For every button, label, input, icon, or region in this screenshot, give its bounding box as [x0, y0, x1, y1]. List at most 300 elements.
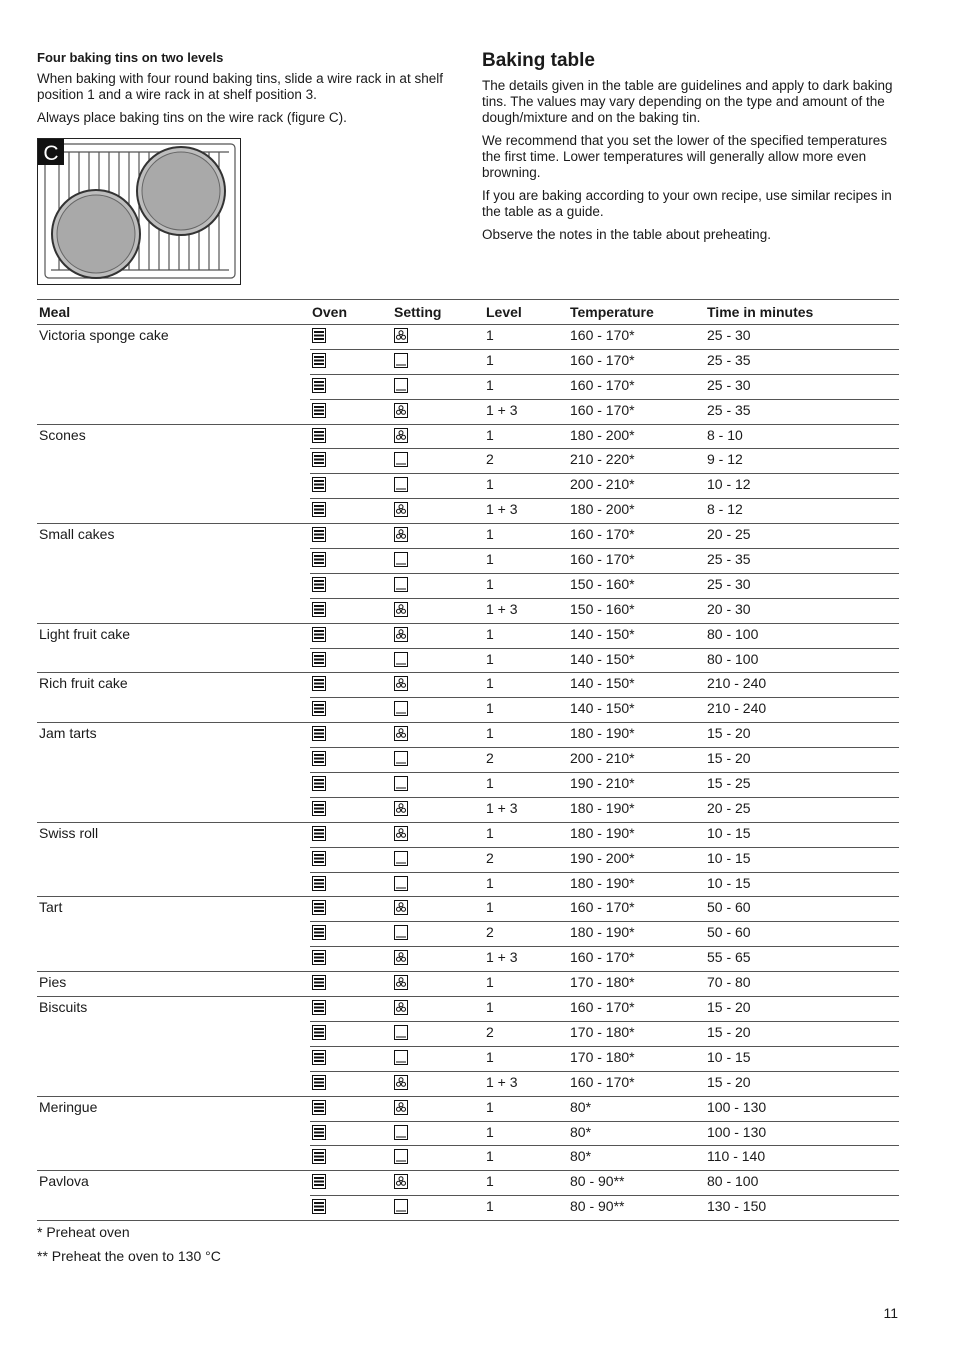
cell-time: 25 - 35: [705, 349, 899, 374]
cell-time: 110 - 140: [705, 1146, 899, 1171]
cell-meal: Pies: [37, 972, 310, 997]
cell-time: 25 - 30: [705, 325, 899, 350]
fan-icon: [394, 1075, 408, 1095]
cell-meal: [37, 449, 310, 474]
top-bottom-heat-icon: [394, 776, 408, 796]
oven-icon: [312, 577, 326, 597]
cell-temperature: 190 - 210*: [568, 773, 705, 798]
table-body: [37, 325, 899, 1221]
cell-setting: [392, 1146, 484, 1171]
table-row: [37, 1021, 899, 1046]
cell-setting: [392, 872, 484, 897]
cell-time: 130 - 150: [705, 1196, 899, 1221]
cell-setting: [392, 723, 484, 748]
cell-level: 1: [484, 648, 568, 673]
cell-meal: Scones: [39, 426, 86, 443]
cell-oven: [310, 648, 392, 673]
cell-time: 15 - 20: [705, 723, 899, 748]
cell-oven: [310, 673, 392, 698]
footnote: ** Preheat the oven to 130 °C: [37, 1248, 221, 1264]
oven-icon: [312, 826, 326, 846]
cell-temperature: 80 - 90**: [568, 1196, 705, 1221]
cell-level: 1 + 3: [484, 947, 568, 972]
cell-oven: [310, 1021, 392, 1046]
table-row: [37, 797, 899, 822]
cell-temperature: 160 - 170*: [568, 947, 705, 972]
cell-meal: [37, 773, 310, 798]
table-row: [37, 1046, 899, 1071]
cell-meal: Rich fruit cake: [39, 675, 128, 692]
paragraph: The details given in the table are guidelines and apply to dark baking tins. The values may vary depending on the type and amount of the dough/mixture and on the baking tin.: [482, 78, 893, 125]
cell-setting: [392, 598, 484, 623]
cell-setting: [392, 773, 484, 798]
cell-oven: [310, 623, 392, 648]
page-number: 11: [883, 1305, 898, 1321]
cell-meal: [37, 549, 310, 574]
cell-level: 1: [484, 623, 568, 648]
cell-time: 8 - 10: [705, 424, 899, 449]
cell-meal: Light fruit cake: [39, 625, 131, 642]
cell-time: 10 - 15: [705, 822, 899, 847]
top-bottom-heat-icon: [394, 925, 408, 945]
fan-icon: [394, 676, 408, 696]
cell-oven: [310, 1146, 392, 1171]
cell-oven: [310, 922, 392, 947]
table-row: [37, 698, 899, 723]
cell-meal: Biscuits: [39, 999, 88, 1016]
table-row: [37, 399, 899, 424]
cell-time: 15 - 20: [705, 1071, 899, 1096]
cell-setting: [392, 474, 484, 499]
cell-temperature: 210 - 220*: [568, 449, 705, 474]
cell-setting: [392, 1121, 484, 1146]
cell-time: 15 - 25: [705, 773, 899, 798]
cell-temperature: 200 - 210*: [568, 748, 705, 773]
table-row: [37, 972, 899, 997]
table-row: [37, 673, 899, 698]
cell-oven: [310, 549, 392, 574]
cell-time: 80 - 100: [705, 623, 899, 648]
cell-setting: [392, 573, 484, 598]
cell-temperature: 180 - 190*: [568, 723, 705, 748]
cell-meal: Small cakes: [39, 526, 115, 543]
cell-temperature: 80*: [568, 1121, 705, 1146]
cell-temperature: 180 - 190*: [568, 797, 705, 822]
cell-meal: [37, 698, 310, 723]
cell-oven: [310, 872, 392, 897]
cell-time: 15 - 20: [705, 748, 899, 773]
cell-setting: [392, 499, 484, 524]
table-row: [37, 997, 899, 1022]
cell-meal: [37, 598, 310, 623]
cell-level: 1: [484, 1171, 568, 1196]
table-row: [37, 773, 899, 798]
left-section: [37, 50, 457, 133]
cell-time: 10 - 12: [705, 474, 899, 499]
cell-setting: [392, 1171, 484, 1196]
cell-temperature: 80*: [568, 1096, 705, 1121]
cell-oven: [310, 399, 392, 424]
cell-oven: [310, 1171, 392, 1196]
cell-level: 1: [484, 374, 568, 399]
cell-level: 1: [484, 897, 568, 922]
cell-temperature: 180 - 190*: [568, 922, 705, 947]
cell-level: 1: [484, 698, 568, 723]
table-row: [37, 524, 899, 549]
cell-temperature: 190 - 200*: [568, 847, 705, 872]
footnotes: [37, 1220, 221, 1268]
cell-level: 1: [484, 773, 568, 798]
cell-oven: [310, 1046, 392, 1071]
fan-icon: [394, 502, 408, 522]
oven-icon: [312, 751, 326, 771]
fan-icon: [394, 975, 408, 995]
table-row: [37, 349, 899, 374]
cell-temperature: 80*: [568, 1146, 705, 1171]
cell-oven: [310, 449, 392, 474]
cell-meal: [37, 1046, 310, 1071]
top-bottom-heat-icon: [394, 751, 408, 771]
oven-icon: [312, 502, 326, 522]
cell-temperature: 180 - 190*: [568, 872, 705, 897]
top-bottom-heat-icon: [394, 851, 408, 871]
cell-setting: [392, 524, 484, 549]
cell-meal: [37, 349, 310, 374]
oven-icon: [312, 950, 326, 970]
cell-time: 20 - 25: [705, 524, 899, 549]
table-row: [37, 424, 899, 449]
cell-time: 80 - 100: [705, 648, 899, 673]
cell-meal: [37, 573, 310, 598]
cell-temperature: 160 - 170*: [568, 897, 705, 922]
cell-time: 50 - 60: [705, 897, 899, 922]
cell-setting: [392, 947, 484, 972]
cell-meal: Victoria sponge cake: [39, 327, 169, 343]
table-row: [37, 1146, 899, 1171]
oven-icon: [312, 925, 326, 945]
cell-meal: [37, 399, 310, 424]
oven-icon: [312, 353, 326, 373]
cell-meal: Meringue: [39, 1098, 98, 1115]
header-temperature: Temperature: [568, 300, 705, 325]
table-row: [37, 872, 899, 897]
cell-temperature: 180 - 190*: [568, 822, 705, 847]
cell-oven: [310, 822, 392, 847]
cell-temperature: 180 - 200*: [568, 499, 705, 524]
cell-oven: [310, 972, 392, 997]
table-row: [37, 499, 899, 524]
cell-temperature: 200 - 210*: [568, 474, 705, 499]
cell-level: 1: [484, 424, 568, 449]
table-row: [37, 1171, 899, 1196]
cell-setting: [392, 449, 484, 474]
cell-setting: [392, 748, 484, 773]
table-row: [37, 1196, 899, 1221]
oven-icon: [312, 527, 326, 547]
table-row: [37, 623, 899, 648]
cell-oven: [310, 748, 392, 773]
oven-icon: [312, 378, 326, 398]
cell-level: 2: [484, 847, 568, 872]
cell-temperature: 150 - 160*: [568, 573, 705, 598]
cell-level: 1: [484, 524, 568, 549]
oven-icon: [312, 801, 326, 821]
top-bottom-heat-icon: [394, 577, 408, 597]
cell-setting: [392, 374, 484, 399]
top-bottom-heat-icon: [394, 477, 408, 497]
cell-setting: [392, 648, 484, 673]
cell-meal: Jam tarts: [39, 725, 97, 742]
cell-setting: [392, 549, 484, 574]
cell-oven: [310, 698, 392, 723]
oven-icon: [312, 1149, 326, 1169]
table-row: [37, 549, 899, 574]
cell-oven: [310, 1196, 392, 1221]
cell-oven: [310, 325, 392, 350]
cell-setting: [392, 1021, 484, 1046]
oven-icon: [312, 1199, 326, 1219]
cell-level: 1: [484, 822, 568, 847]
cell-temperature: 170 - 180*: [568, 1021, 705, 1046]
cell-level: 1: [484, 1096, 568, 1121]
cell-setting: [392, 797, 484, 822]
oven-icon: [312, 1100, 326, 1120]
table-row: [37, 474, 899, 499]
cell-level: 1: [484, 723, 568, 748]
oven-icon: [312, 428, 326, 448]
cell-level: 1: [484, 997, 568, 1022]
cell-time: 80 - 100: [705, 1171, 899, 1196]
wire-rack-illustration: [37, 138, 241, 285]
table-row: [37, 1096, 899, 1121]
oven-icon: [312, 676, 326, 696]
fan-icon: [394, 900, 408, 920]
cell-temperature: 170 - 180*: [568, 972, 705, 997]
cell-time: 10 - 15: [705, 1046, 899, 1071]
cell-meal: [37, 474, 310, 499]
cell-time: 10 - 15: [705, 847, 899, 872]
cell-time: 20 - 30: [705, 598, 899, 623]
fan-icon: [394, 527, 408, 547]
top-bottom-heat-icon: [394, 1125, 408, 1145]
cell-time: 100 - 130: [705, 1121, 899, 1146]
cell-meal: [37, 847, 310, 872]
oven-icon: [312, 477, 326, 497]
oven-icon: [312, 602, 326, 622]
cell-setting: [392, 325, 484, 350]
cell-temperature: 150 - 160*: [568, 598, 705, 623]
cell-setting: [392, 897, 484, 922]
cell-meal: Pavlova: [39, 1173, 89, 1190]
table-row: [37, 947, 899, 972]
oven-icon: [312, 403, 326, 423]
oven-icon: [312, 726, 326, 746]
footnote: * Preheat oven: [37, 1224, 130, 1240]
cell-time: 70 - 80: [705, 972, 899, 997]
cell-time: 25 - 35: [705, 549, 899, 574]
cell-level: 1: [484, 972, 568, 997]
cell-level: 1: [484, 573, 568, 598]
table-row: [37, 598, 899, 623]
oven-icon: [312, 1025, 326, 1045]
page-title: Baking table: [482, 50, 595, 71]
cell-time: 9 - 12: [705, 449, 899, 474]
paragraph: Observe the notes in the table about preheating.: [482, 227, 771, 242]
cell-setting: [392, 623, 484, 648]
cell-oven: [310, 947, 392, 972]
cell-meal: [37, 922, 310, 947]
cell-oven: [310, 723, 392, 748]
cell-temperature: 140 - 150*: [568, 698, 705, 723]
cell-meal: [37, 1071, 310, 1096]
oven-icon: [312, 1050, 326, 1070]
table-row: [37, 648, 899, 673]
oven-icon: [312, 1000, 326, 1020]
cell-level: 1: [484, 1146, 568, 1171]
table-header-row: [37, 300, 899, 325]
right-section: [482, 50, 902, 250]
top-bottom-heat-icon: [394, 1025, 408, 1045]
cell-meal: [37, 499, 310, 524]
table-row: [37, 573, 899, 598]
fan-icon: [394, 950, 408, 970]
table-row: [37, 1071, 899, 1096]
cell-temperature: 170 - 180*: [568, 1046, 705, 1071]
oven-icon: [312, 652, 326, 672]
cell-time: 20 - 25: [705, 797, 899, 822]
table-row: [37, 325, 899, 350]
cell-setting: [392, 972, 484, 997]
cell-level: 1: [484, 325, 568, 350]
cell-setting: [392, 847, 484, 872]
cell-oven: [310, 1071, 392, 1096]
cell-temperature: 160 - 170*: [568, 524, 705, 549]
cell-temperature: 140 - 150*: [568, 673, 705, 698]
cell-meal: [37, 797, 310, 822]
table-row: [37, 1121, 899, 1146]
cell-oven: [310, 797, 392, 822]
table-row: [37, 922, 899, 947]
top-bottom-heat-icon: [394, 1050, 408, 1070]
cell-time: 210 - 240: [705, 673, 899, 698]
cell-temperature: 160 - 170*: [568, 549, 705, 574]
cell-oven: [310, 573, 392, 598]
cell-level: 2: [484, 748, 568, 773]
cell-temperature: 160 - 170*: [568, 399, 705, 424]
fan-icon: [394, 627, 408, 647]
cell-temperature: 140 - 150*: [568, 648, 705, 673]
oven-icon: [312, 900, 326, 920]
cell-level: 2: [484, 449, 568, 474]
cell-level: 1 + 3: [484, 499, 568, 524]
cell-meal: [37, 374, 310, 399]
paragraph: If you are baking according to your own recipe, use similar recipes in the table as a guide.: [482, 188, 892, 219]
header-time: Time in minutes: [705, 300, 899, 325]
cell-meal: [37, 947, 310, 972]
cell-level: 2: [484, 1021, 568, 1046]
fan-icon: [394, 826, 408, 846]
cell-time: 50 - 60: [705, 922, 899, 947]
cell-time: 25 - 35: [705, 399, 899, 424]
cell-level: 1: [484, 673, 568, 698]
cell-meal: [37, 1196, 310, 1221]
cell-level: 1 + 3: [484, 399, 568, 424]
cell-level: 1: [484, 1046, 568, 1071]
cell-temperature: 160 - 170*: [568, 349, 705, 374]
cell-time: 100 - 130: [705, 1096, 899, 1121]
baking-table: [37, 299, 899, 1221]
paragraph: Always place baking tins on the wire rack (figure C).: [37, 110, 347, 125]
cell-level: 1 + 3: [484, 598, 568, 623]
oven-icon: [312, 328, 326, 348]
cell-level: 1: [484, 1121, 568, 1146]
cell-time: 55 - 65: [705, 947, 899, 972]
cell-oven: [310, 424, 392, 449]
cell-oven: [310, 897, 392, 922]
cell-oven: [310, 1096, 392, 1121]
cell-oven: [310, 1121, 392, 1146]
oven-icon: [312, 975, 326, 995]
fan-icon: [394, 801, 408, 821]
cell-meal: [37, 648, 310, 673]
figure-label: C: [43, 142, 59, 165]
cell-level: 1: [484, 474, 568, 499]
table-row: [37, 822, 899, 847]
cell-oven: [310, 524, 392, 549]
section-heading: Four baking tins on two levels: [37, 50, 224, 65]
top-bottom-heat-icon: [394, 353, 408, 373]
cell-setting: [392, 673, 484, 698]
oven-icon: [312, 876, 326, 896]
cell-setting: [392, 349, 484, 374]
cell-time: 15 - 20: [705, 997, 899, 1022]
table-row: [37, 847, 899, 872]
fan-icon: [394, 1174, 408, 1194]
cell-temperature: 160 - 170*: [568, 374, 705, 399]
cell-time: 8 - 12: [705, 499, 899, 524]
cell-meal: Swiss roll: [39, 824, 99, 841]
cell-meal: [37, 1121, 310, 1146]
cell-temperature: 180 - 200*: [568, 424, 705, 449]
header-setting: Setting: [392, 300, 484, 325]
cell-level: 2: [484, 922, 568, 947]
cell-setting: [392, 399, 484, 424]
cell-time: 25 - 30: [705, 573, 899, 598]
cell-oven: [310, 349, 392, 374]
cell-setting: [392, 698, 484, 723]
header-meal: Meal: [37, 300, 310, 325]
paragraph: We recommend that you set the lower of the specified temperatures the first time. Lower temperatures will generally allow more even browning.: [482, 133, 887, 180]
fan-icon: [394, 403, 408, 423]
figure-c-wire-rack: [37, 138, 241, 285]
oven-icon: [312, 701, 326, 721]
top-bottom-heat-icon: [394, 652, 408, 672]
header-level: Level: [484, 300, 568, 325]
oven-icon: [312, 1125, 326, 1145]
cell-setting: [392, 1046, 484, 1071]
cell-oven: [310, 773, 392, 798]
cell-temperature: 160 - 170*: [568, 997, 705, 1022]
fan-icon: [394, 726, 408, 746]
top-bottom-heat-icon: [394, 1199, 408, 1219]
cell-oven: [310, 847, 392, 872]
top-bottom-heat-icon: [394, 876, 408, 896]
table-row: [37, 374, 899, 399]
cell-temperature: 160 - 170*: [568, 325, 705, 350]
cell-oven: [310, 474, 392, 499]
cell-time: 15 - 20: [705, 1021, 899, 1046]
cell-time: 25 - 30: [705, 374, 899, 399]
